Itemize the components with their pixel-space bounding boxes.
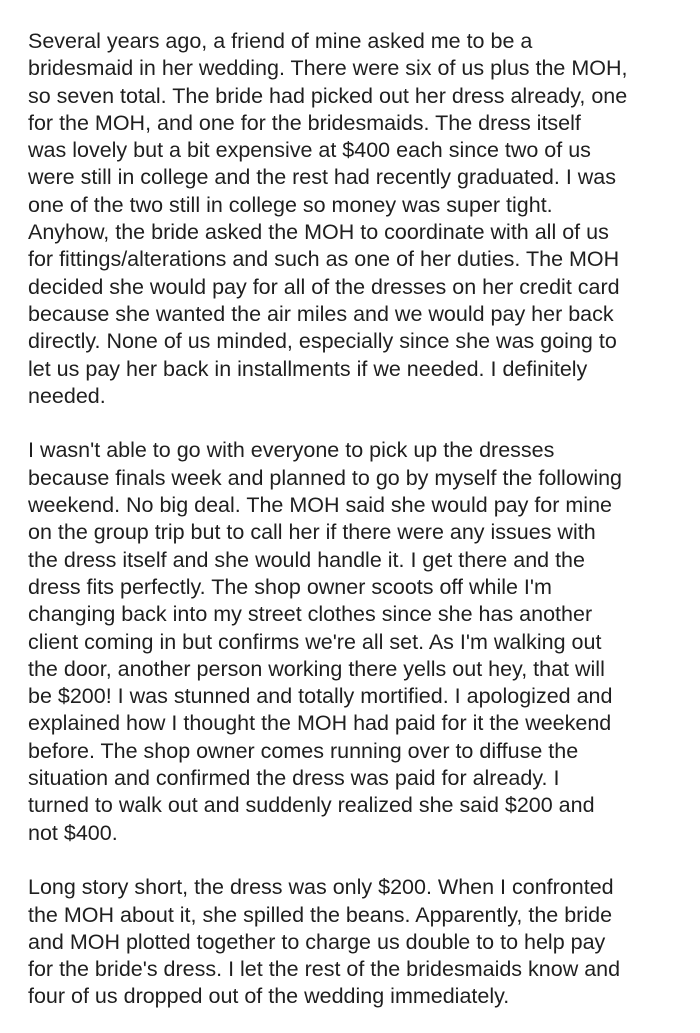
text-line: four of us dropped out of the wedding immediately.	[28, 984, 510, 1009]
text-line: the door, another person working there yells out hey, that will	[28, 656, 605, 681]
text-line: because she wanted the air miles and we would pay her back	[28, 301, 614, 326]
paragraph-3	[28, 874, 682, 1010]
text-line: let us pay her back in installments if we needed. I definitely	[28, 356, 588, 381]
text-line: Several years ago, a friend of mine asked me to be a	[28, 29, 533, 53]
text-line: the dress itself and she would handle it. I get there and the	[28, 547, 585, 572]
text-line: the MOH about it, she spilled the beans. Apparently, the bride	[28, 902, 613, 927]
paragraph-1	[28, 28, 682, 410]
text-line: changing back into my street clothes since she has another	[28, 602, 593, 627]
text-line: I wasn't able to go with everyone to pick up the dresses	[28, 438, 555, 463]
text-line: for the MOH, and one for the bridesmaids. The dress itself	[28, 110, 581, 135]
text-line: for fittings/alterations and such as one of her duties. The MOH	[28, 247, 620, 272]
post-body	[28, 28, 682, 1011]
text-line: directly. None of us minded, especially since she was going to	[28, 329, 617, 354]
text-line: decided she would pay for all of the dresses on her credit card	[28, 274, 620, 299]
text-line: explained how I thought the MOH had paid for it the weekend	[28, 711, 612, 736]
text-line: Long story short, the dress was only $200. When I confronted	[28, 875, 614, 900]
text-line: needed.	[28, 383, 106, 408]
text-line: dress fits perfectly. The shop owner scoots off while I'm	[28, 574, 552, 599]
text-line: one of the two still in college so money was super tight.	[28, 192, 553, 217]
text-line: so seven total. The bride had picked out her dress already, one	[28, 83, 628, 108]
text-line: and MOH plotted together to charge us double to to help pay	[28, 929, 606, 954]
text-line: be $200! I was stunned and totally mortified. I apologized and	[28, 684, 613, 709]
text-line: turned to walk out and suddenly realized she said $200 and	[28, 793, 595, 818]
text-line: not $400.	[28, 820, 118, 845]
text-line: Anyhow, the bride asked the MOH to coordinate with all of us	[28, 220, 609, 245]
text-line: because finals week and planned to go by myself the following	[28, 465, 623, 490]
text-line: on the group trip but to call her if there were any issues with	[28, 520, 596, 545]
text-line: before. The shop owner comes running over to diffuse the	[28, 738, 579, 763]
text-line: was lovely but a bit expensive at $400 each since two of us	[28, 138, 591, 163]
text-line: weekend. No big deal. The MOH said she would pay for mine	[28, 493, 612, 518]
text-line: client coming in but confirms we're all set. As I'm walking out	[28, 629, 602, 654]
paragraph-2	[28, 437, 682, 846]
text-line: situation and confirmed the dress was paid for already. I	[28, 766, 560, 791]
text-line: for the bride's dress. I let the rest of the bridesmaids know and	[28, 957, 621, 982]
text-line: bridesmaid in her wedding. There were six of us plus the MOH,	[28, 56, 628, 81]
text-line: were still in college and the rest had recently graduated. I was	[28, 165, 616, 190]
